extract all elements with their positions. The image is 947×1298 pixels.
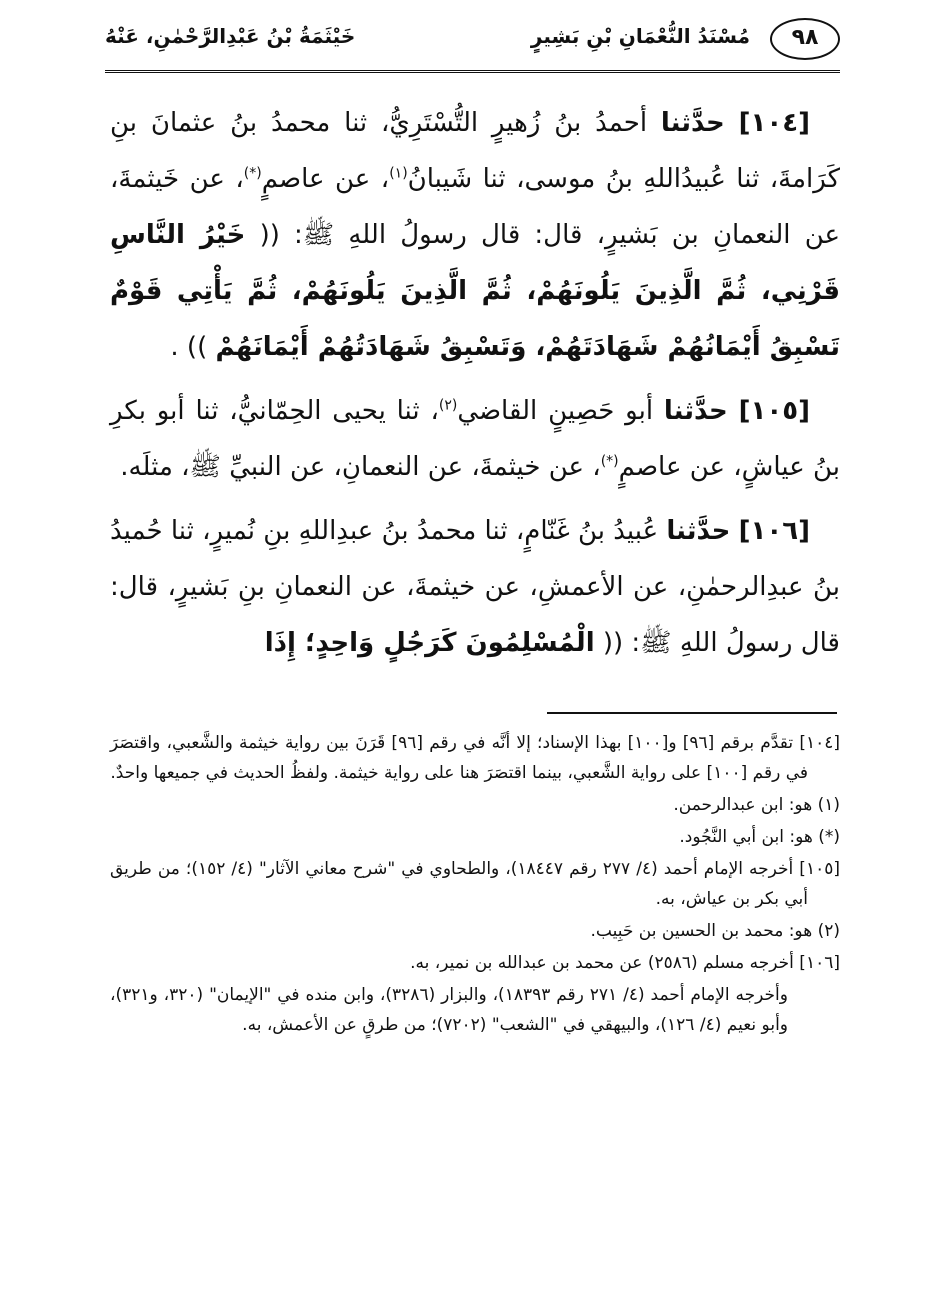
isnad: ، عن عاصمٍ — [261, 164, 390, 194]
running-title-left: خَيْثَمَةُ بْنُ عَبْدِالرَّحْمٰنِ، عَنْهُ — [105, 24, 356, 48]
haddathana: حدَّثنا — [663, 396, 728, 426]
footnote-1: (١) هو: ابن عبدالرحمن. — [673, 795, 840, 815]
running-title-right: مُسْنَدُ النُّعْمَانِ بْنِ بَشِيرٍ — [530, 24, 750, 48]
main-text — [110, 95, 840, 679]
footnote-star: (*) هو: ابن أبي النَّجُود. — [679, 827, 840, 847]
page-number: ٩٨ — [770, 18, 840, 60]
isnad: أحمدُ بنُ زُهيرٍ التُّسْتَرِيُّ، ثنا محمدُ بنُ عثمانَ بنِ كَرَامةَ، ثنا عُبيدُاللهِ بنُ موسى، ثنا شَيبانُ — [110, 108, 840, 194]
quote-close: )) . — [170, 332, 208, 362]
footnote-105: [١٠٥] أخرجه الإمام أحمد (٤/ ٢٧٧ رقم ١٨٤٤٧)، والطحاوي في "شرح معاني الآثار" (٤/ ١٥٢)؛ من طريق أبي بكر بن عياش، به. — [110, 859, 840, 909]
haddathana: حدَّثنا — [660, 108, 725, 138]
isnad: ، عن خَيثمةَ، عن النعمانِ بن بَشيرٍ، قال: قال رسولُ اللهِ ﷺ: (( — [110, 164, 840, 250]
isnad: أبو حَصِينٍ القاضي — [457, 396, 654, 426]
footnote-ref: (٢) — [438, 397, 458, 414]
footnote-ref: (*) — [600, 453, 619, 470]
hadith-number: [١٠٥] — [738, 396, 811, 426]
hadith-number: [١٠٦] — [738, 516, 810, 546]
footnote-106-b: وأخرجه الإمام أحمد (٤/ ٢٧١ رقم ١٨٣٩٣)، والبزار (٣٢٨٦)، وابن منده في "الإيمان" (٣٢٠، و٣٢١)، وأبو نعيم (٤/ ١٢٦)، والبيهقي في "الشعب" (٧٢٠٢)؛ من طرقٍ عن الأعمش، به. — [110, 985, 788, 1035]
hadith-106 — [110, 503, 840, 671]
hadith-number: [١٠٤] — [738, 108, 810, 138]
footnote-divider — [547, 712, 837, 714]
hadith-105 — [110, 383, 840, 495]
footnote-104: [١٠٤] تقدَّم برقم [٩٦] و[١٠٠] بهذا الإسناد؛ إلا أنَّه في رقم [٩٦] قَرَنَ بين رواية خيثمة والشَّعبي، واقتصَرَ في رقم [١٠٠] على رواية الشَّعبي، بينما اقتصَرَ هنا على رواية خيثمة. ولفظُ الحديث في جميعها واحدٌ. — [110, 733, 840, 783]
footnotes — [110, 728, 840, 1042]
footnote-ref: (*) — [243, 165, 262, 182]
footnote-ref: (١) — [389, 165, 408, 182]
footnote-106-a: [١٠٦] أخرجه مسلم (٢٥٨٦) عن محمد بن عبدالله بن نمير، به. — [410, 953, 840, 973]
isnad: عُبيدُ بنُ غَنّامٍ، ثنا محمدُ بنُ عبدِاللهِ بنِ نُميرٍ، ثنا حُميدُ بنُ عبدِالرحمٰنِ، عن الأعمشِ، عن خيثمةَ، عن النعمانِ بنِ بَشيرٍ، قال: قال رسولُ اللهِ ﷺ: (( — [110, 516, 840, 658]
hadith-matn: الْمُسْلِمُونَ كَرَجُلٍ وَاحِدٍ؛ إِذَا — [264, 628, 595, 658]
haddathana: حدَّثنا — [666, 516, 731, 546]
hadith-matn: خَيْرُ النَّاسِ قَرْنِي، ثُمَّ الَّذِينَ يَلُونَهُمْ، ثُمَّ الَّذِينَ يَلُونَهُمْ، ثُمَّ يَأْتِي قَوْمٌ تَسْبِقُ أَيْمَانُهُمْ شَهَادَتَهُمْ، وَتَسْبِقُ شَهَادَتُهُمْ أَيْمَانَهُمْ — [110, 220, 840, 362]
page-header — [105, 18, 840, 73]
footnote-2: (٢) هو: محمد بن الحسين بن حَبِيب. — [590, 921, 840, 941]
hadith-104 — [110, 95, 840, 375]
isnad: ، ثنا يحيى الحِمّانيُّ، ثنا أبو بكرِ بنُ عياشٍ، عن عاصمٍ — [110, 396, 840, 482]
footnote-106-continuation — [110, 980, 840, 1040]
isnad: ، عن خيثمةَ، عن النعمانِ، عن النبيِّ ﷺ، مثلَه. — [120, 452, 601, 482]
